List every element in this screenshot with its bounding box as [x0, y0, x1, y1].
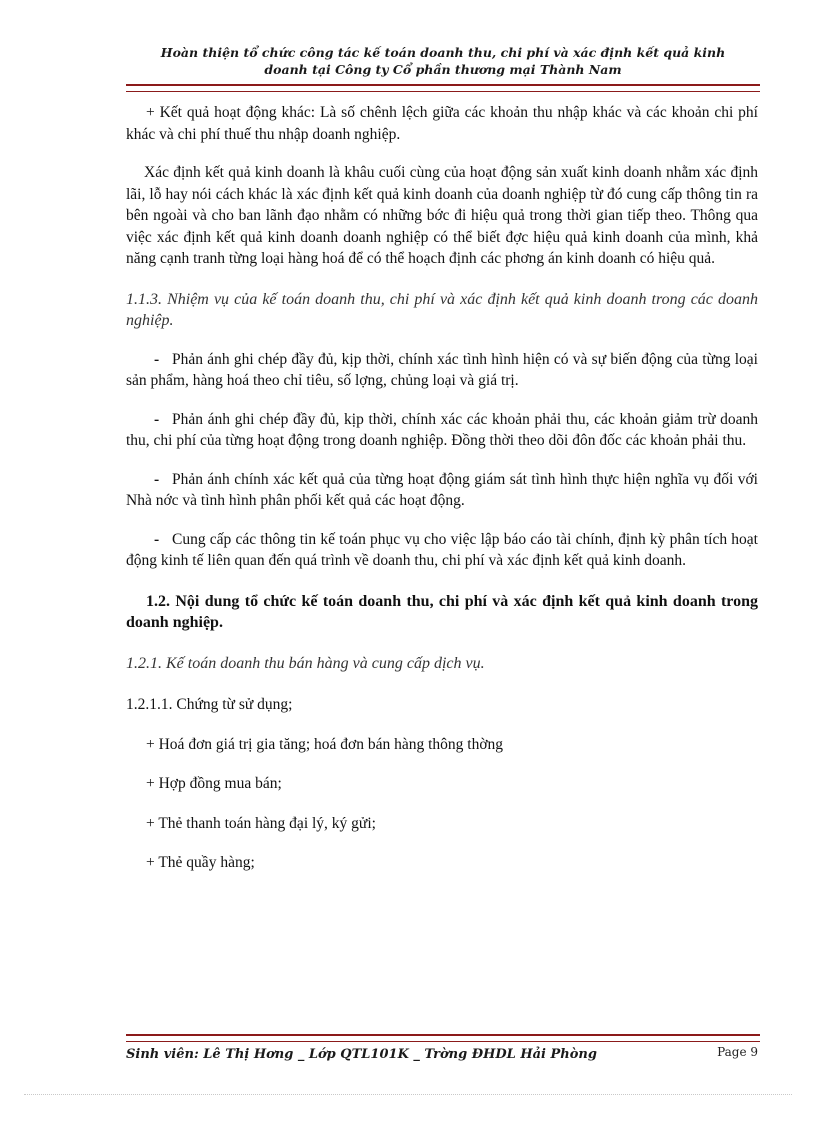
section-heading-1-2: 1.2. Nội dung tổ chức kế toán doanh thu, chi phí và xác định kết quả kinh doanh trong doanh nghiệp. — [126, 592, 758, 631]
list-item: + Thẻ quầy hàng; — [146, 854, 255, 871]
paragraph-business-results: Xác định kết quả kinh doanh là khâu cuối cùng của hoạt động sản xuất kinh doanh nhằm xác định lãi, lỗ hay nói cách khác là xác định kết quả kinh doanh của doanh nghiệp từ đó cung cấp thông tin ra bên ngoài và cho ban lãnh đạo nhằm có những bớc đi hiệu quả trong thời gian tiếp theo. Thông qua việc xác định kết quả kinh doanh doanh nghiệp có thể biết đợc hiệu quả kinh doanh của mình, khả năng cạnh tranh từng loại hàng hoá để có thể hoạch định các phơng án kinh doanh có hiệu quả. — [126, 164, 758, 267]
list-item: + Hợp đồng mua bán; — [146, 775, 282, 792]
list-item: + Hoá đơn giá trị gia tăng; hoá đơn bán hàng thông thờng — [146, 735, 504, 753]
bullet-mark: - — [154, 470, 160, 488]
footer-rule — [126, 1034, 760, 1042]
bullet-item-2 — [126, 409, 758, 452]
page-footer — [126, 1047, 760, 1069]
page-body — [126, 102, 758, 874]
section-heading-1-1-3: 1.1.3. Nhiệm vụ của kế toán doanh thu, chi phí và xác định kết quả kinh doanh trong các doanh nghiệp. — [126, 290, 758, 329]
page-edge-divider — [24, 1094, 792, 1095]
header-line-1: Hoàn thiện tổ chức công tác kế toán doanh thu, chi phí và xác định kết quả kinh — [160, 45, 726, 60]
bullet-item-1 — [126, 349, 758, 392]
header-line-2: doanh tại Công ty Cổ phần thương mại Thành Nam — [264, 62, 622, 77]
bullet-mark: - — [154, 530, 160, 548]
section-heading-1-2-1: 1.2.1. Kế toán doanh thu bán hàng và cung cấp dịch vụ. — [126, 654, 485, 672]
bullet-text: Cung cấp các thông tin kế toán phục vụ cho việc lập báo cáo tài chính, định kỳ phân tích hoạt động kinh tế liên quan đến quá trình về doanh thu, chi phí và xác định kết quả kinh doanh. — [126, 530, 758, 569]
page-header — [126, 44, 760, 78]
bullet-mark: - — [154, 410, 160, 428]
bullet-item-4 — [126, 529, 758, 572]
bullet-item-3 — [126, 469, 758, 512]
footer-student-info: Sinh viên: Lê Thị Hơng _ Lớp QTL101K _ Trờng ĐHDL Hải Phòng — [126, 1047, 597, 1062]
list-item: + Thẻ thanh toán hàng đại lý, ký gửi; — [146, 814, 376, 832]
header-rule — [126, 84, 760, 92]
bullet-text: Phản ánh ghi chép đầy đủ, kịp thời, chính xác tình hình hiện có và sự biến động của từng loại sản phẩm, hàng hoá theo chỉ tiêu, số lợng, chủng loại và giá trị. — [126, 350, 758, 389]
bullet-text: Phản ánh ghi chép đầy đủ, kịp thời, chính xác các khoản phải thu, các khoản giảm trừ doanh thu, chi phí của từng hoạt động trong doanh nghiệp. Đồng thời theo dõi đôn đốc các khoản phải thu. — [126, 410, 758, 449]
paragraph-other-results: + Kết quả hoạt động khác: Là số chênh lệch giữa các khoản thu nhập khác và các khoản chi phí khác và chi phí thuế thu nhập doanh nghiệp. — [126, 104, 758, 143]
section-heading-1-2-1-1: 1.2.1.1. Chứng từ sử dụng; — [126, 696, 293, 713]
page-number: Page 9 — [717, 1045, 758, 1059]
bullet-mark: - — [154, 350, 160, 368]
bullet-text: Phản ánh chính xác kết quả của từng hoạt động giám sát tình hình thực hiện nghĩa vụ đối với Nhà nớc và tình hình phân phối kết quả các hoạt động. — [126, 470, 758, 509]
